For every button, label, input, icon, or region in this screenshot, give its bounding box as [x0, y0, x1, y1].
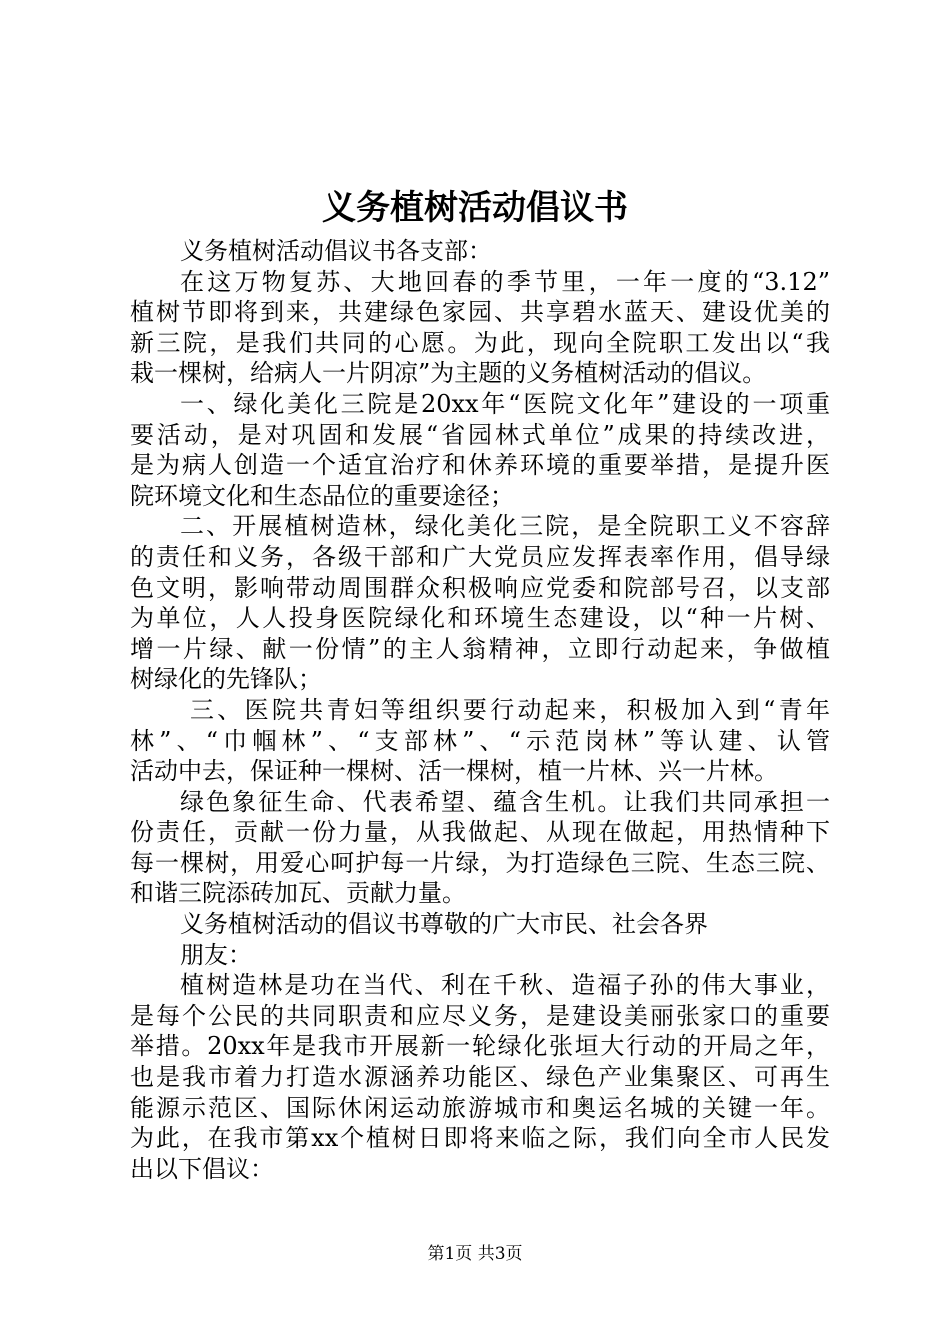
text-line: 树绿化的先锋队； — [130, 665, 322, 694]
page-footer: 第1页 共3页 — [427, 1244, 523, 1264]
text-line: 能源示范区、国际休闲运动旅游城市和奥运名城的关键一年。 — [130, 1093, 830, 1122]
text-line: 三、医院共青妇等组织要行动起来，积极加入到“青年 — [190, 695, 830, 724]
text-line: 份责任，贡献一份力量，从我做起、从现在做起，用热情种下 — [130, 818, 830, 847]
text-line: 二、开展植树造林，绿化美化三院，是全院职工义不容辞 — [180, 512, 830, 541]
text-line: 也是我市着力打造水源涵养功能区、绿色产业集聚区、可再生 — [130, 1063, 830, 1092]
text-line: 新三院，是我们共同的心愿。为此，现向全院职工发出以“我 — [130, 328, 830, 357]
text-line: 绿色象征生命、代表希望、蕴含生机。让我们共同承担一 — [180, 787, 830, 816]
text-line: 朋友： — [180, 940, 252, 969]
text-line: 要活动，是对巩固和发展“省园林式单位”成果的持续改进， — [130, 420, 830, 449]
text-line: 院环境文化和生态品位的重要途径； — [130, 481, 514, 510]
text-line: 是每个公民的共同职责和应尽义务，是建设美丽张家口的重要 — [130, 1001, 830, 1030]
text-line: 和谐三院添砖加瓦、贡献力量。 — [130, 879, 466, 908]
text-line: 义务植树活动的倡议书尊敬的广大市民、社会各界 — [180, 910, 708, 939]
text-line: 栽一棵树，给病人一片阴凉”为主题的义务植树活动的倡议。 — [130, 359, 767, 388]
text-line: 为单位，人人投身医院绿化和环境生态建设，以“种一片树、 — [130, 604, 830, 633]
text-line: 义务植树活动倡议书各支部： — [180, 237, 492, 265]
text-line: 出以下倡议： — [130, 1154, 274, 1183]
text-line: 增一片绿、献一份情”的主人翁精神，立即行动起来，争做植 — [130, 634, 830, 663]
text-line: 在这万物复苏、大地回春的季节里，一年一度的“3.12” — [180, 267, 830, 296]
text-line: 活动中去，保证种一棵树、活一棵树，植一片林、兴一片林。 — [130, 757, 778, 786]
text-line: 举措。20xx年是我市开展新一轮绿化张垣大行动的开局之年， — [130, 1032, 830, 1061]
text-line: 一、绿化美化三院是20xx年“医院文化年”建设的一项重 — [180, 389, 830, 418]
text-line: 是为病人创造一个适宜治疗和休养环境的重要举措，是提升医 — [130, 451, 830, 480]
text-line: 植树节即将到来，共建绿色家园、共享碧水蓝天、建设优美的 — [130, 298, 830, 327]
text-line: 林”、“巾帼林”、“支部林”、“示范岗林”等认建、认管 — [130, 726, 830, 755]
document-body — [130, 236, 830, 1184]
text-line: 色文明，影响带动周围群众积极响应党委和院部号召，以支部 — [130, 573, 830, 602]
text-line: 每一棵树，用爱心呵护每一片绿，为打造绿色三院、生态三院、 — [130, 848, 830, 877]
text-line: 为此，在我市第xx个植树日即将来临之际，我们向全市人民发 — [130, 1124, 830, 1153]
text-line: 植树造林是功在当代、利在千秋、造福子孙的伟大事业， — [180, 971, 830, 1000]
document-title: 义务植树活动倡议书 — [322, 188, 628, 228]
text-line: 的责任和义务，各级干部和广大党员应发挥表率作用，倡导绿 — [130, 542, 830, 571]
